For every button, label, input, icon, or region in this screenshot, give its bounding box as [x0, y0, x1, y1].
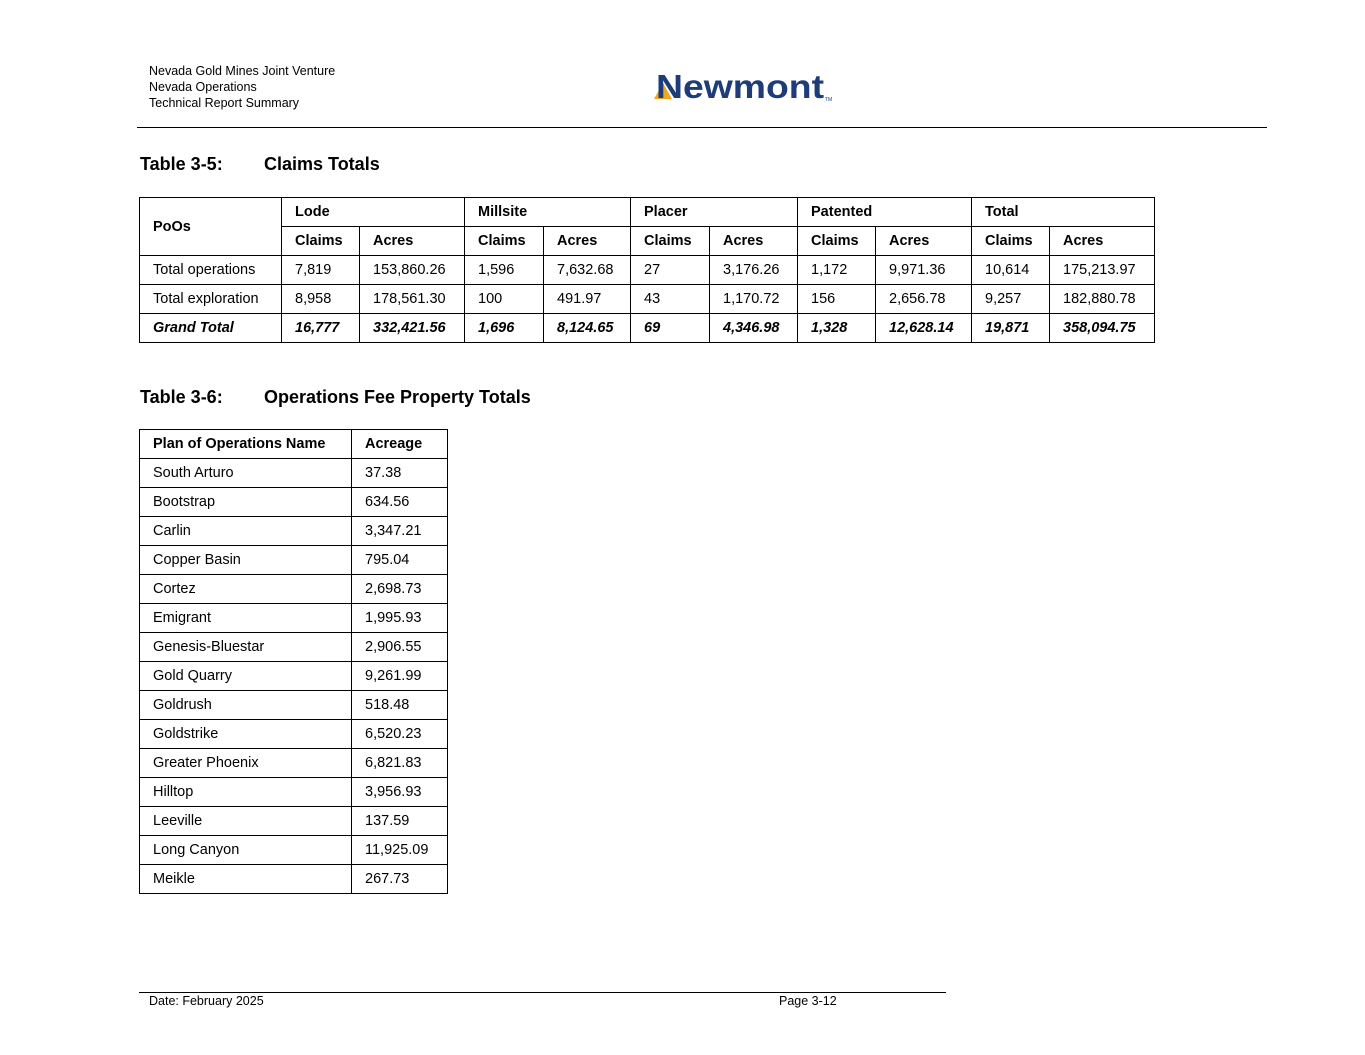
- table-cell: South Arturo: [140, 459, 352, 488]
- table-cell: 3,176.26: [710, 256, 798, 285]
- table-cell: 3,956.93: [352, 778, 448, 807]
- table-row: [140, 720, 448, 749]
- col-patented-acres: Acres: [876, 227, 972, 256]
- table-cell: 43: [631, 285, 710, 314]
- table-cell: 634.56: [352, 488, 448, 517]
- table-cell: 178,561.30: [360, 285, 465, 314]
- footer-page-number: Page 3-12: [779, 994, 837, 1008]
- table-cell: 12,628.14: [876, 314, 972, 343]
- table-cell: 332,421.56: [360, 314, 465, 343]
- table-row: [140, 517, 448, 546]
- header-text-block: [149, 63, 335, 111]
- table-cell: 518.48: [352, 691, 448, 720]
- table-3-6-title: Operations Fee Property Totals: [264, 387, 531, 407]
- table-cell: 491.97: [544, 285, 631, 314]
- col-group-millsite: Millsite: [465, 198, 631, 227]
- footer-rule: [139, 992, 946, 993]
- table-row: [140, 488, 448, 517]
- table-3-5-caption: [140, 154, 380, 175]
- operations-fee-property-table: [139, 429, 448, 894]
- table-cell: Gold Quarry: [140, 662, 352, 691]
- header-report-type: Technical Report Summary: [149, 96, 300, 110]
- table-cell: 10,614: [972, 256, 1050, 285]
- col-group-placer: Placer: [631, 198, 798, 227]
- table-cell: 11,925.09: [352, 836, 448, 865]
- table-cell: Goldstrike: [140, 720, 352, 749]
- logo-trademark: TM: [825, 97, 833, 103]
- table-cell: 3,347.21: [352, 517, 448, 546]
- table-row: [140, 546, 448, 575]
- table-cell: 137.59: [352, 807, 448, 836]
- col-lode-claims: Claims: [282, 227, 360, 256]
- table-cell: 2,698.73: [352, 575, 448, 604]
- col-millsite-claims: Claims: [465, 227, 544, 256]
- table-row: [140, 633, 448, 662]
- table-row: [140, 662, 448, 691]
- claims-totals-table: [139, 197, 1155, 343]
- col-patented-claims: Claims: [798, 227, 876, 256]
- table-row: [140, 865, 448, 894]
- table-cell: 267.73: [352, 865, 448, 894]
- table-cell: Leeville: [140, 807, 352, 836]
- col-group-total: Total: [972, 198, 1155, 227]
- table-3-5-title: Claims Totals: [264, 154, 380, 174]
- table-cell: Copper Basin: [140, 546, 352, 575]
- newmont-logo: [654, 68, 836, 104]
- table-cell: Greater Phoenix: [140, 749, 352, 778]
- footer-date: Date: February 2025: [149, 994, 264, 1008]
- table-cell: Long Canyon: [140, 836, 352, 865]
- table-cell: 16,777: [282, 314, 360, 343]
- table-cell: Genesis-Bluestar: [140, 633, 352, 662]
- row-label: Total exploration: [140, 285, 282, 314]
- table-3-6-caption: [140, 387, 531, 408]
- table-cell: 1,995.93: [352, 604, 448, 633]
- table-row: [140, 691, 448, 720]
- col-group-patented: Patented: [798, 198, 972, 227]
- table-cell: 1,696: [465, 314, 544, 343]
- table-cell: 7,819: [282, 256, 360, 285]
- claims-group-header-row: [140, 198, 1155, 227]
- table-cell: 9,261.99: [352, 662, 448, 691]
- table-cell: Emigrant: [140, 604, 352, 633]
- table-row: [140, 749, 448, 778]
- table-row: [140, 285, 1155, 314]
- col-placer-claims: Claims: [631, 227, 710, 256]
- fee-header-row: [140, 430, 448, 459]
- col-placer-acres: Acres: [710, 227, 798, 256]
- table-cell: 8,958: [282, 285, 360, 314]
- col-acreage: Acreage: [352, 430, 448, 459]
- table-cell: 2,906.55: [352, 633, 448, 662]
- col-total-claims: Claims: [972, 227, 1050, 256]
- table-cell: Carlin: [140, 517, 352, 546]
- table-cell: 6,821.83: [352, 749, 448, 778]
- table-cell: Bootstrap: [140, 488, 352, 517]
- table-cell: 175,213.97: [1050, 256, 1155, 285]
- header-rule: [137, 127, 1267, 128]
- table-cell: 37.38: [352, 459, 448, 488]
- header-company: Nevada Gold Mines Joint Venture: [149, 64, 336, 78]
- table-row: [140, 836, 448, 865]
- table-cell: 6,520.23: [352, 720, 448, 749]
- table-row: [140, 575, 448, 604]
- table-3-6-number: Table 3-6:: [140, 387, 223, 407]
- table-cell: 153,860.26: [360, 256, 465, 285]
- table-cell: 9,257: [972, 285, 1050, 314]
- table-row: [140, 256, 1155, 285]
- col-lode-acres: Acres: [360, 227, 465, 256]
- table-cell: 1,596: [465, 256, 544, 285]
- table-cell: 182,880.78: [1050, 285, 1155, 314]
- table-cell: 1,328: [798, 314, 876, 343]
- table-cell: 2,656.78: [876, 285, 972, 314]
- table-cell: 156: [798, 285, 876, 314]
- table-cell: 7,632.68: [544, 256, 631, 285]
- table-cell: 1,170.72: [710, 285, 798, 314]
- table-cell: 100: [465, 285, 544, 314]
- table-3-5-number: Table 3-5:: [140, 154, 223, 174]
- table-row: [140, 807, 448, 836]
- table-cell: 4,346.98: [710, 314, 798, 343]
- table-cell: 1,172: [798, 256, 876, 285]
- col-plan-name: Plan of Operations Name: [140, 430, 352, 459]
- header-operations: Nevada Operations: [149, 80, 257, 94]
- table-cell: Cortez: [140, 575, 352, 604]
- table-row: [140, 604, 448, 633]
- table-cell: 19,871: [972, 314, 1050, 343]
- col-group-lode: Lode: [282, 198, 465, 227]
- table-row: [140, 459, 448, 488]
- logo-wordmark: Newmont: [656, 68, 825, 104]
- table-cell: Hilltop: [140, 778, 352, 807]
- table-cell: 795.04: [352, 546, 448, 575]
- table-cell: Meikle: [140, 865, 352, 894]
- col-total-acres: Acres: [1050, 227, 1155, 256]
- table-cell: 358,094.75: [1050, 314, 1155, 343]
- row-label: Total operations: [140, 256, 282, 285]
- claims-subheader-row: [140, 227, 1155, 256]
- table-cell: 27: [631, 256, 710, 285]
- table-cell: 69: [631, 314, 710, 343]
- table-cell: 8,124.65: [544, 314, 631, 343]
- grand-total-row: [140, 314, 1155, 343]
- col-millsite-acres: Acres: [544, 227, 631, 256]
- table-cell: 9,971.36: [876, 256, 972, 285]
- table-cell: Goldrush: [140, 691, 352, 720]
- row-label: Grand Total: [140, 314, 282, 343]
- table-row: [140, 778, 448, 807]
- col-pos: PoOs: [140, 198, 282, 256]
